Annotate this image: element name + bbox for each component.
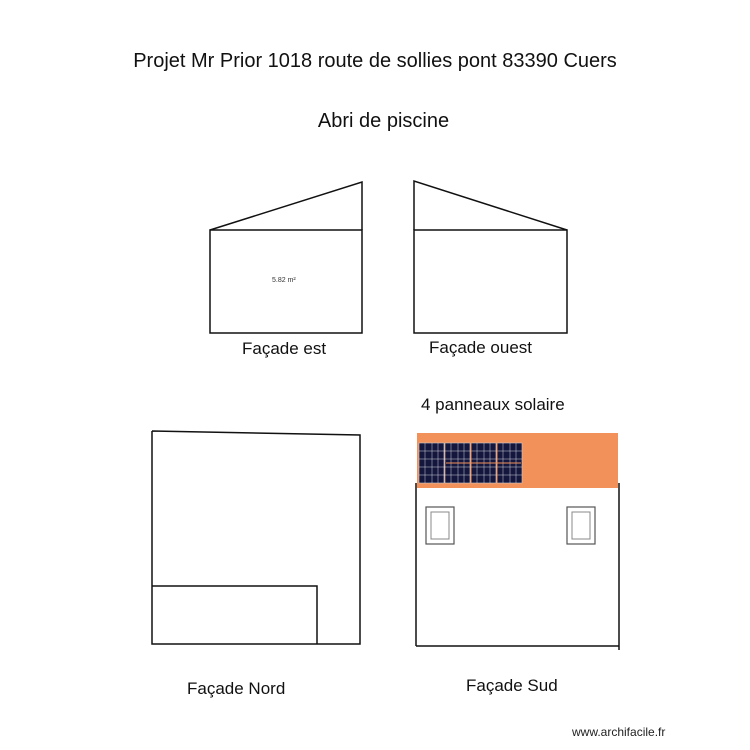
- facade-est-area-label: 5.82 m²: [272, 277, 296, 284]
- window-left: [426, 507, 454, 544]
- facade-nord-outline: [152, 431, 360, 644]
- facade-ouest-drawing: [414, 181, 567, 333]
- solar-panel-1: [419, 443, 444, 483]
- facade-ouest-wall: [414, 230, 567, 333]
- project-subtitle: Abri de piscine: [317, 110, 450, 132]
- facade-nord-door: [152, 586, 317, 644]
- project-title: Projet Mr Prior 1018 route de sollies pont 83390 Cuers: [133, 50, 617, 72]
- facade-nord-label: Façade Nord: [187, 679, 286, 698]
- facade-nord-drawing: [152, 431, 360, 644]
- window-right: [567, 507, 595, 544]
- facade-sud-label: Façade Sud: [466, 676, 558, 695]
- facade-est-label: Façade est: [242, 339, 327, 358]
- solar-panels-label: 4 panneaux solaire: [421, 395, 565, 414]
- facade-est-gable: [210, 182, 362, 230]
- facade-sud-drawing: [416, 433, 619, 650]
- facade-ouest-label: Façade ouest: [429, 338, 533, 357]
- watermark-link[interactable]: www.archifacile.fr: [572, 725, 666, 739]
- facade-ouest-gable: [414, 181, 567, 230]
- facade-est-drawing: [210, 182, 362, 333]
